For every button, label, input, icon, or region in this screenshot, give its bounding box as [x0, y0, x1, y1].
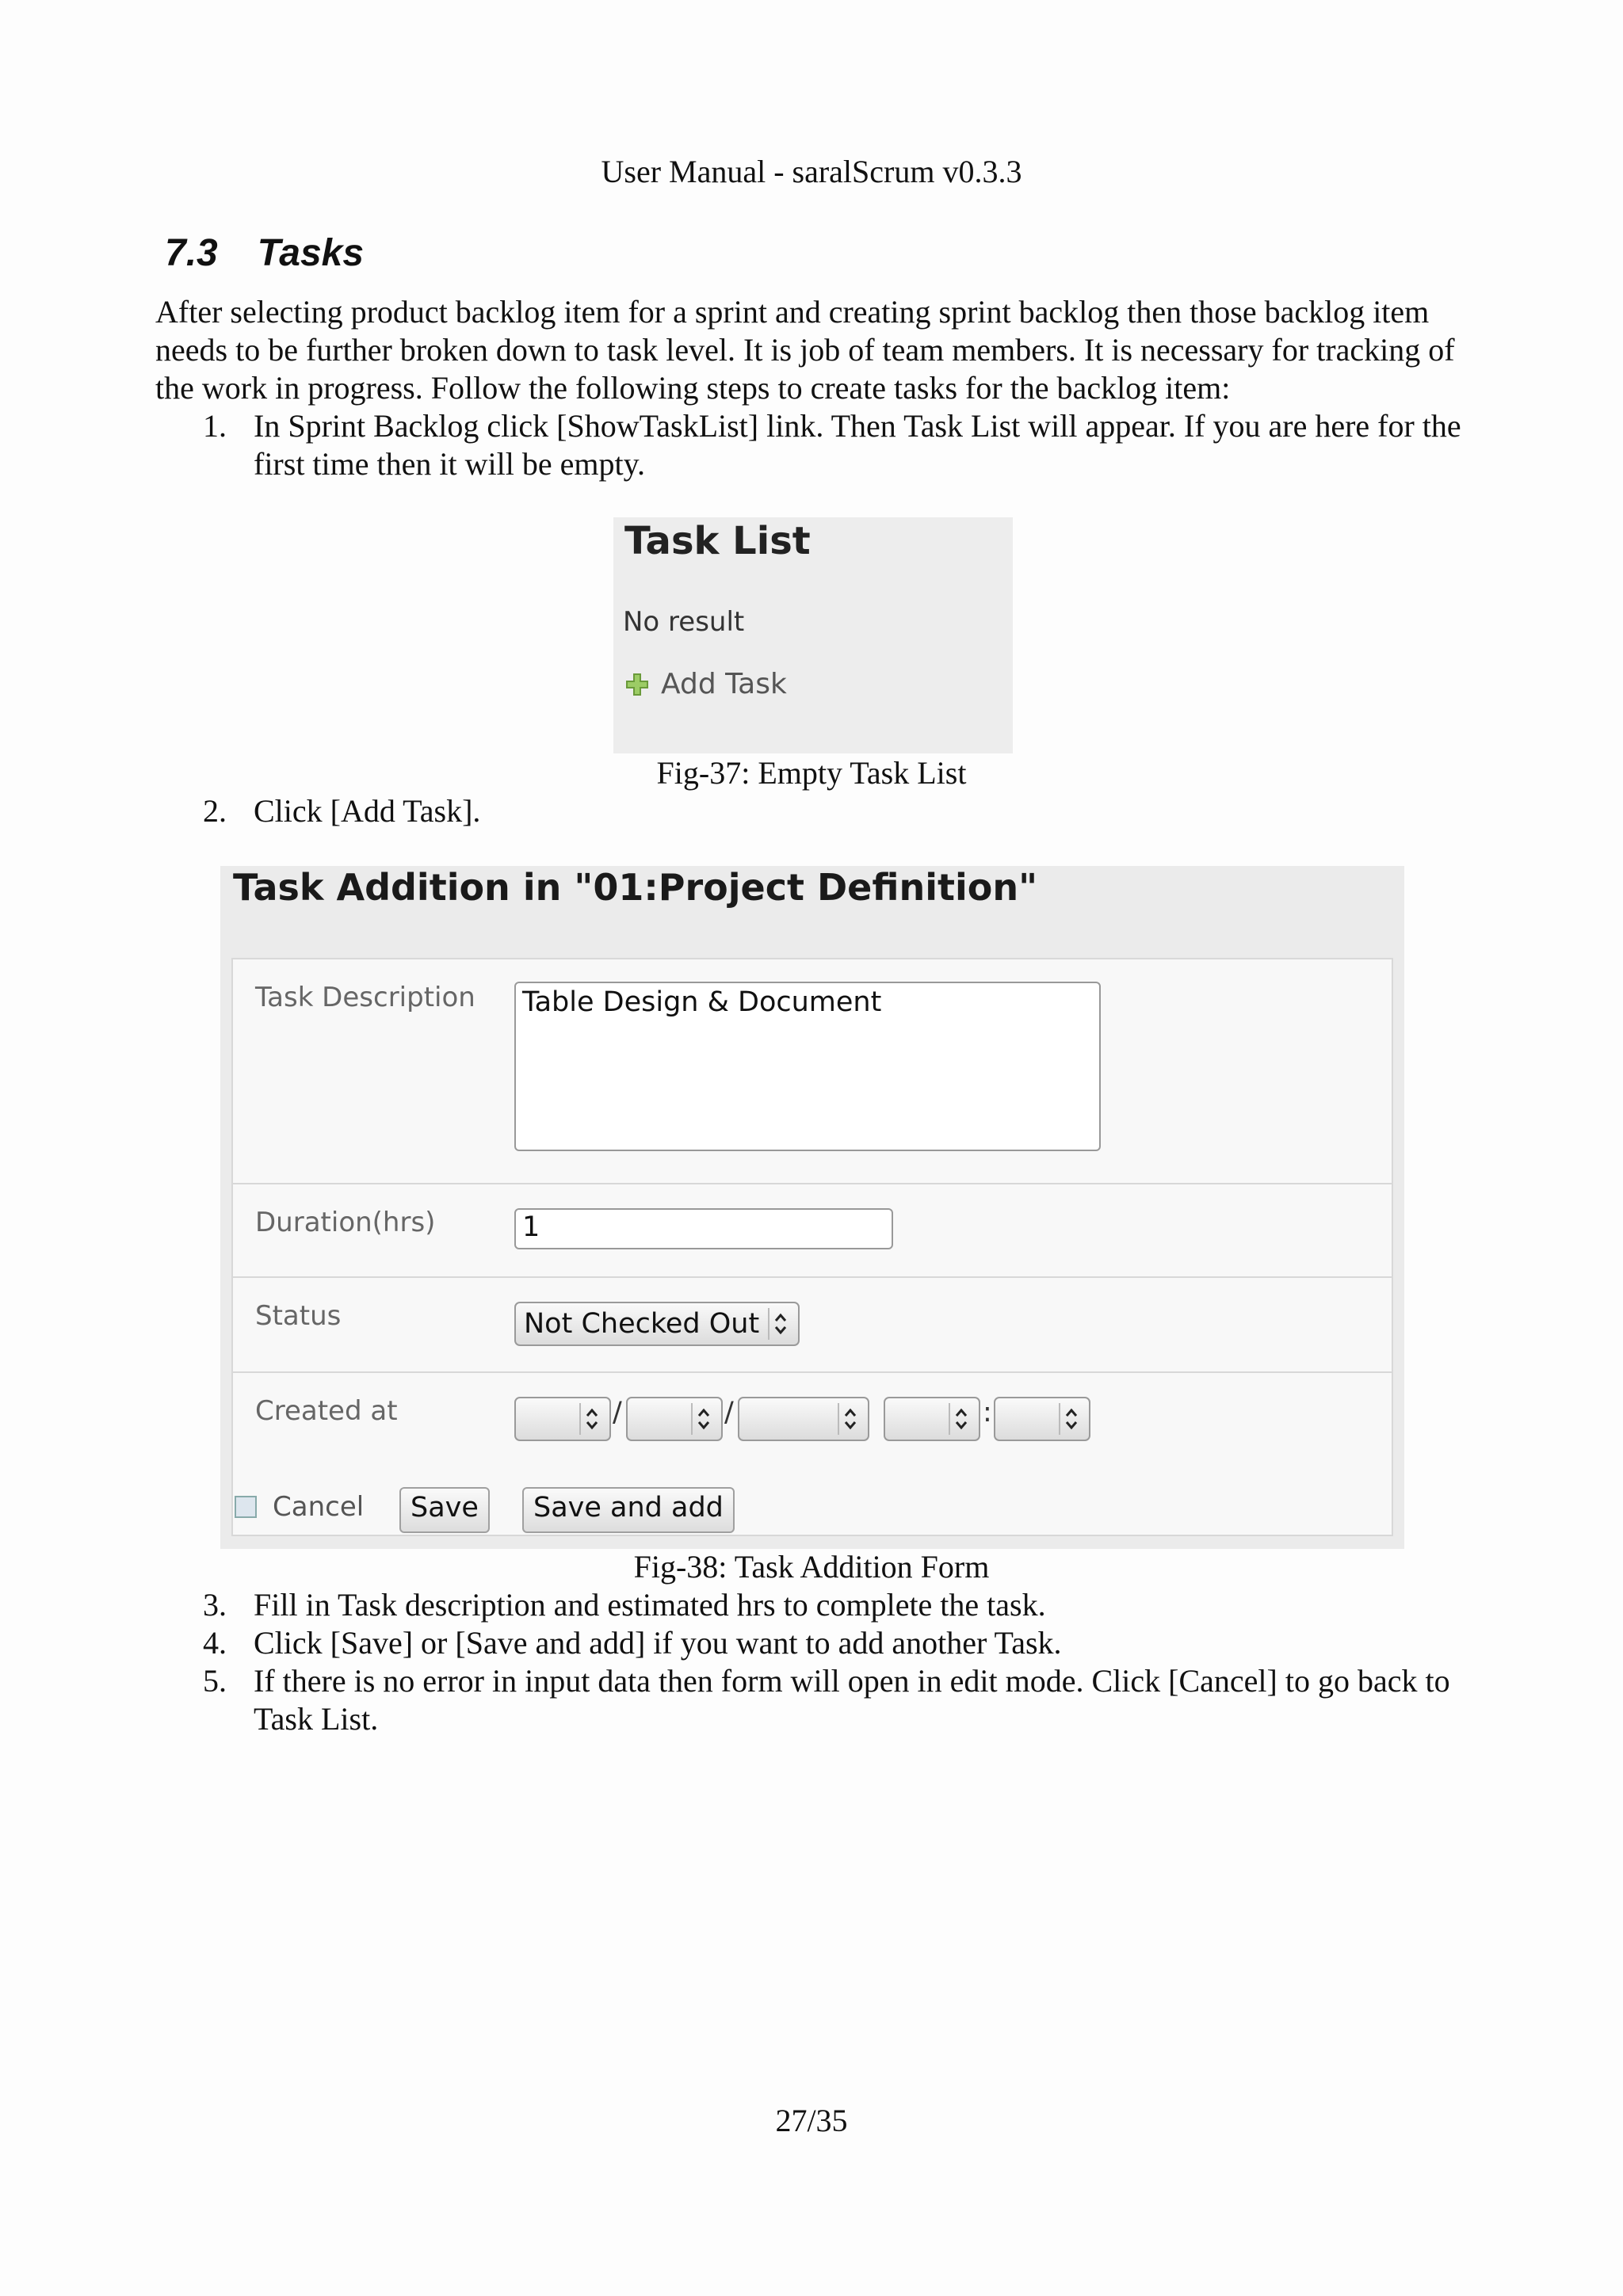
document-header: User Manual - saralScrum v0.3.3 [601, 154, 1022, 189]
year-select[interactable] [738, 1397, 869, 1441]
status-select[interactable] [514, 1302, 800, 1346]
updown-arrows-icon [691, 1403, 715, 1435]
form-title: Task Addition in "01:Project Definition" [233, 866, 1038, 909]
list-icon [235, 1496, 257, 1518]
status-row [233, 1276, 1392, 1371]
intro-paragraph: After selecting product backlog item for a sprint and creating sprint backlog then those backlog item needs to be further broken down to task level. It is job of team members. It is necessary for tracking of the work in progress. Follow the following steps to create tasks for the backlog item: [155, 294, 1455, 406]
duration-row [233, 1183, 1392, 1276]
status-select-value: Not Checked Out [524, 1308, 760, 1340]
description-row [233, 959, 1392, 1183]
description-label: Task Description [255, 982, 475, 1013]
save-button[interactable]: Save [399, 1487, 490, 1533]
page-number: 27/35 [775, 2103, 848, 2138]
step-text: Click [Add Task]. [254, 793, 481, 829]
cancel-label: Cancel [273, 1491, 365, 1523]
figure-caption: Fig-38: Task Addition Form [633, 1549, 990, 1585]
section-heading [165, 230, 364, 277]
step-number: 2. [203, 793, 227, 829]
date-separator: / [724, 1397, 734, 1428]
minute-select[interactable] [994, 1397, 1090, 1441]
figure-caption: Fig-37: Empty Task List [656, 755, 967, 791]
section-title: Tasks [257, 232, 365, 274]
list-item [203, 792, 1471, 830]
step-text: Fill in Task description and estimated hrs to complete the task. [254, 1587, 1046, 1623]
step-number: 5. [203, 1663, 227, 1699]
step-number: 3. [203, 1587, 227, 1623]
task-list-figure [613, 517, 1013, 753]
updown-arrows-icon [949, 1403, 972, 1435]
created-at-label: Created at [255, 1395, 398, 1427]
task-list-title: Task List [624, 519, 811, 563]
cancel-link[interactable] [235, 1491, 364, 1523]
status-label: Status [255, 1300, 342, 1332]
list-item [203, 1624, 1471, 1662]
form-panel [231, 958, 1393, 1536]
time-separator: : [983, 1397, 992, 1428]
task-addition-form [220, 866, 1404, 1549]
step-number: 1. [203, 408, 227, 444]
plus-icon [624, 672, 650, 697]
add-task-label: Add Task [661, 668, 787, 700]
updown-arrows-icon [579, 1403, 603, 1435]
step-number: 4. [203, 1625, 227, 1661]
list-item [203, 407, 1471, 483]
duration-label: Duration(hrs) [255, 1207, 436, 1238]
hour-select[interactable] [884, 1397, 980, 1441]
updown-arrows-icon [768, 1308, 792, 1340]
step-text: In Sprint Backlog click [ShowTaskList] link. Then Task List will appear. If you are here for the first time then it will be empty. [254, 408, 1461, 482]
date-separator: / [613, 1397, 622, 1428]
updown-arrows-icon [1059, 1403, 1083, 1435]
duration-input[interactable]: 1 [514, 1208, 893, 1249]
step-text: Click [Save] or [Save and add] if you want to add another Task. [254, 1625, 1062, 1661]
updown-arrows-icon [838, 1403, 861, 1435]
day-select[interactable] [514, 1397, 611, 1441]
no-result-text: No result [623, 606, 745, 638]
save-and-add-button[interactable]: Save and add [522, 1487, 735, 1533]
list-item [203, 1586, 1471, 1624]
section-number: 7.3 [165, 232, 218, 274]
add-task-link[interactable] [624, 668, 787, 700]
list-item [203, 1662, 1471, 1738]
task-description-textarea[interactable]: Table Design & Document [514, 982, 1101, 1151]
month-select[interactable] [626, 1397, 723, 1441]
step-text: If there is no error in input data then form will open in edit mode. Click [Cancel] to go back to Task List. [254, 1663, 1450, 1737]
